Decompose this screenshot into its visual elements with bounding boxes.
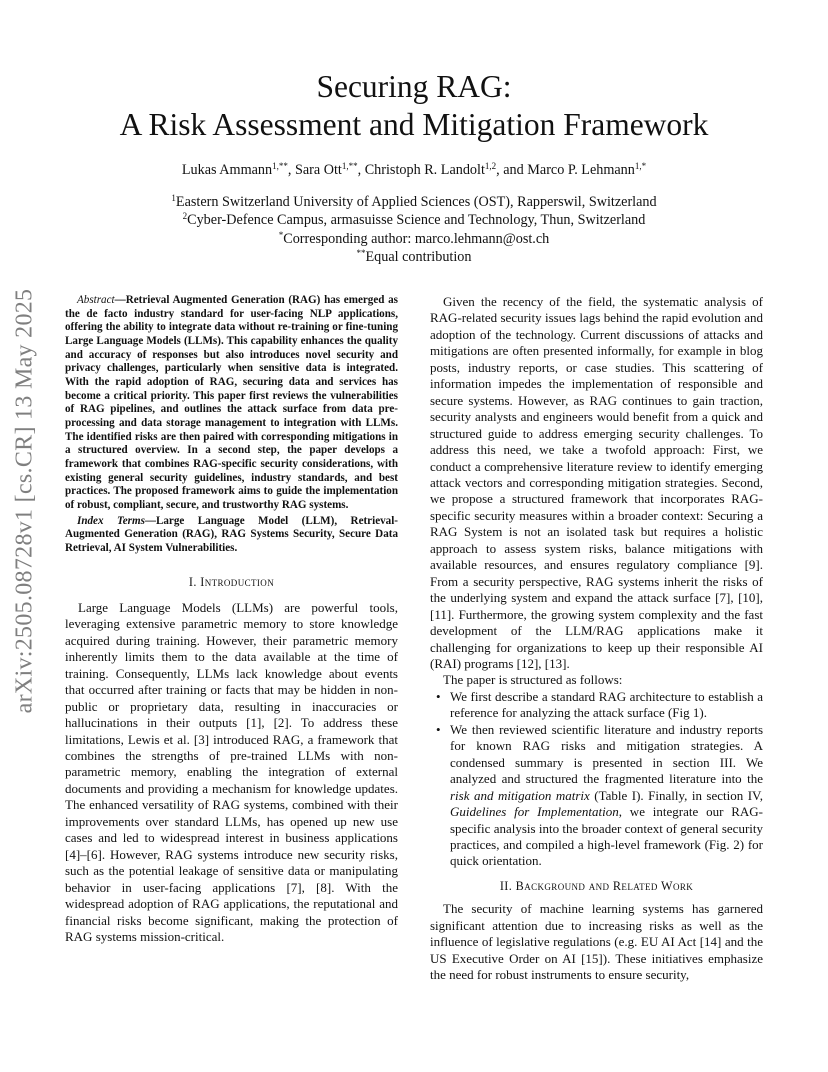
abstract-label: Abstract (77, 294, 115, 306)
affiliation-list (60, 193, 768, 267)
index-terms (65, 515, 398, 556)
author-name: Christoph R. Landolt (364, 162, 485, 178)
list-item (430, 722, 763, 870)
index-terms-label: Index Terms (77, 514, 145, 527)
affiliation-mark: 2 (182, 211, 188, 222)
author-affiliation-mark: 1,2 (484, 161, 497, 171)
affiliation-line (60, 193, 768, 211)
author-list (60, 161, 768, 179)
section-title: Background and Related Work (515, 878, 694, 893)
affiliation-mark: ** (356, 248, 366, 259)
affiliation-text: Cyber-Defence Campus, armasuisse Science and Technology, Thun, Switzerland (187, 212, 646, 229)
paper-title-line-2: A Risk Assessment and Mitigation Framework (119, 107, 709, 142)
left-column (65, 294, 398, 945)
arxiv-identifier-text: arXiv:2505.08728v1 [cs.CR] 13 May 2025 (11, 288, 38, 714)
section-number: I. (188, 575, 197, 590)
list-item-text: , we integrate our RAG-specific analysis into the broader context of general security practices, and compiled a high-level framework (Fig. 2) for quick orientation. (450, 804, 763, 869)
body-paragraph: The security of machine learning systems has garnered significant attention due to increasing risks as well as the influence of legislative regulations (e.g. EU AI Act [14] and the US Executive Order on AI [15]). These initiatives emphasize the need for robust instruments to ensure security, (430, 901, 763, 983)
guidelines-term: Guidelines for Implementation (450, 804, 619, 820)
abstract-text: Retrieval Augmented Generation (RAG) has emerged as the de facto industry standard for user-facing NLP applications, offering the ability to integrate data without re-training or fine-tuning Large Language Models (LLMs). This capability enhances the quality and accuracy of responses but also introduces novel security and privacy challenges, particularly when sensitive data is integrated. With the rapid adoption of RAG, securing data and services has become a critical priority. This paper first reviews the vulnerabilities of RAG pipelines, and outlines the attack surface from data pre-processing and data storage management to integration with LLMs. The identified risks are then paired with corresponding mitigations in a structured overview. In a second step, the paper develops a framework that combines RAG-specific security considerations, with existing general security guidelines, industry standards, and best practices. The proposed framework aims to guide the implementation of robust, compliant, secure, and trustworthy RAG systems. (65, 294, 398, 511)
right-column (430, 294, 763, 984)
list-item-text: We then reviewed scientific literature and industry reports for known RAG risks and mitigation strategies. A condensed summary is presented in section III. We analyzed and structured the fragmented literature into the (450, 721, 763, 787)
list-item: • We first describe a standard RAG architecture to establish a reference for analyzing the attack surface (Fig 1). (430, 689, 763, 722)
author-affiliation-mark: 1,** (272, 161, 288, 171)
author-separator: , (287, 162, 295, 178)
arxiv-identifier (8, 288, 42, 714)
affiliation-text: Eastern Switzerland University of Applied Sciences (OST), Rapperswil, Switzerland (175, 194, 657, 210)
abstract (65, 294, 398, 513)
contribution-list (430, 689, 763, 870)
author-affiliation-mark: 1,* (634, 161, 647, 171)
author-name: Sara Ott (294, 162, 342, 178)
affiliation-mark: * (278, 229, 284, 240)
corresponding-author-line (60, 230, 768, 248)
equal-contribution-text: Equal contribution (365, 249, 472, 266)
section-number: II. (499, 878, 513, 893)
risk-matrix-term: risk and mitigation matrix (450, 787, 590, 803)
body-paragraph: The paper is structured as follows: (443, 672, 623, 688)
index-terms-text: Large Language Model (LLM), Retrieval-Augmented Generation (RAG), RAG Systems Security, Secure Data Retrieval, AI System Vulnerabilities. (65, 514, 398, 554)
paper-title-line-1: Securing RAG: (316, 69, 512, 104)
affiliation-mark: 1 (171, 193, 176, 203)
author-separator: , (357, 162, 365, 178)
equal-contribution-line (60, 248, 768, 266)
list-item-text: (Table I). Finally, in section IV, (589, 787, 763, 803)
author-separator: , and (496, 162, 528, 178)
section-title: Introduction (200, 575, 275, 590)
paper-title (60, 68, 768, 144)
abstract-dash: — (114, 294, 126, 306)
section-heading-introduction (65, 574, 398, 590)
section-heading-background (430, 878, 763, 894)
corresponding-author-text: Corresponding author: marco.lehmann@ost.ch (283, 230, 550, 247)
author-name: Lukas Ammann (181, 162, 273, 178)
index-terms-dash: — (144, 514, 156, 527)
author-name: Marco P. Lehmann (527, 162, 635, 178)
author-affiliation-mark: 1,** (341, 161, 358, 171)
body-paragraph: Given the recency of the field, the systematic analysis of RAG-related security issues lags behind the rapid evolution and adoption of the technology. Current discussions of attacks and mitigations are often presented informally, for example in blog posts, industry reports, or case studies. This scattering of information impedes the implementation of responsible and secure systems. However, as RAG continues to gain traction, security analysts and engineers would benefit from a quick and structured guide to address emerging security challenges. To address this need, we take a twofold approach: First, we conduct a comprehensive literature review to identify emerging attack vectors and corresponding mitigation strategies. Second, we propose a structured framework that incorporates RAG-specific security measures within a broader context: Securing a RAG System is not an isolated task but requires a holistic approach to assess system risks, balance mitigations with available resources, and ensures regulatory compliance [9]. From a security perspective, RAG systems inherit the risks of the underlying system and expand the attack surface [7], [10], [11]. Furthermore, the growing system complexity and the fast development of the LLM/RAG applications make it challenging for organizations to keep up their responsible AI (RAI) programs [12], [13]. (430, 294, 763, 671)
affiliation-line (60, 211, 768, 229)
introduction-paragraph: Large Language Models (LLMs) are powerful tools, leveraging extensive parametric memory to store knowledge acquired during training. However, their parametric memory inherently limits them to the data available at the time of training. Consequently, LLMs lack knowledge about events that occurred after training or facts that may be hidden in non-public or proprietary data, resulting in inaccuracies or hallucinations in their outputs [1], [2]. To address these limitations, Lewis et al. [3] introduced RAG, a framework that combines the strengths of pre-trained LLMs with non-parametric memory, enabling the integration of external documents and providing a mechanism for knowledge updates. The enhanced versatility of RAG systems, combined with their improvements over standard LLMs, has opened up new use cases and led to widespread interest in business applications [4]–[6]. However, RAG systems introduce new security risks, such as the potential leakage of sensitive data or manipulating behavior in user-facing applications [7], [8]. With the widespread adoption of RAG applications, the reputational and financial risks become significant, making the protection of RAG systems mission-critical. (65, 599, 398, 944)
